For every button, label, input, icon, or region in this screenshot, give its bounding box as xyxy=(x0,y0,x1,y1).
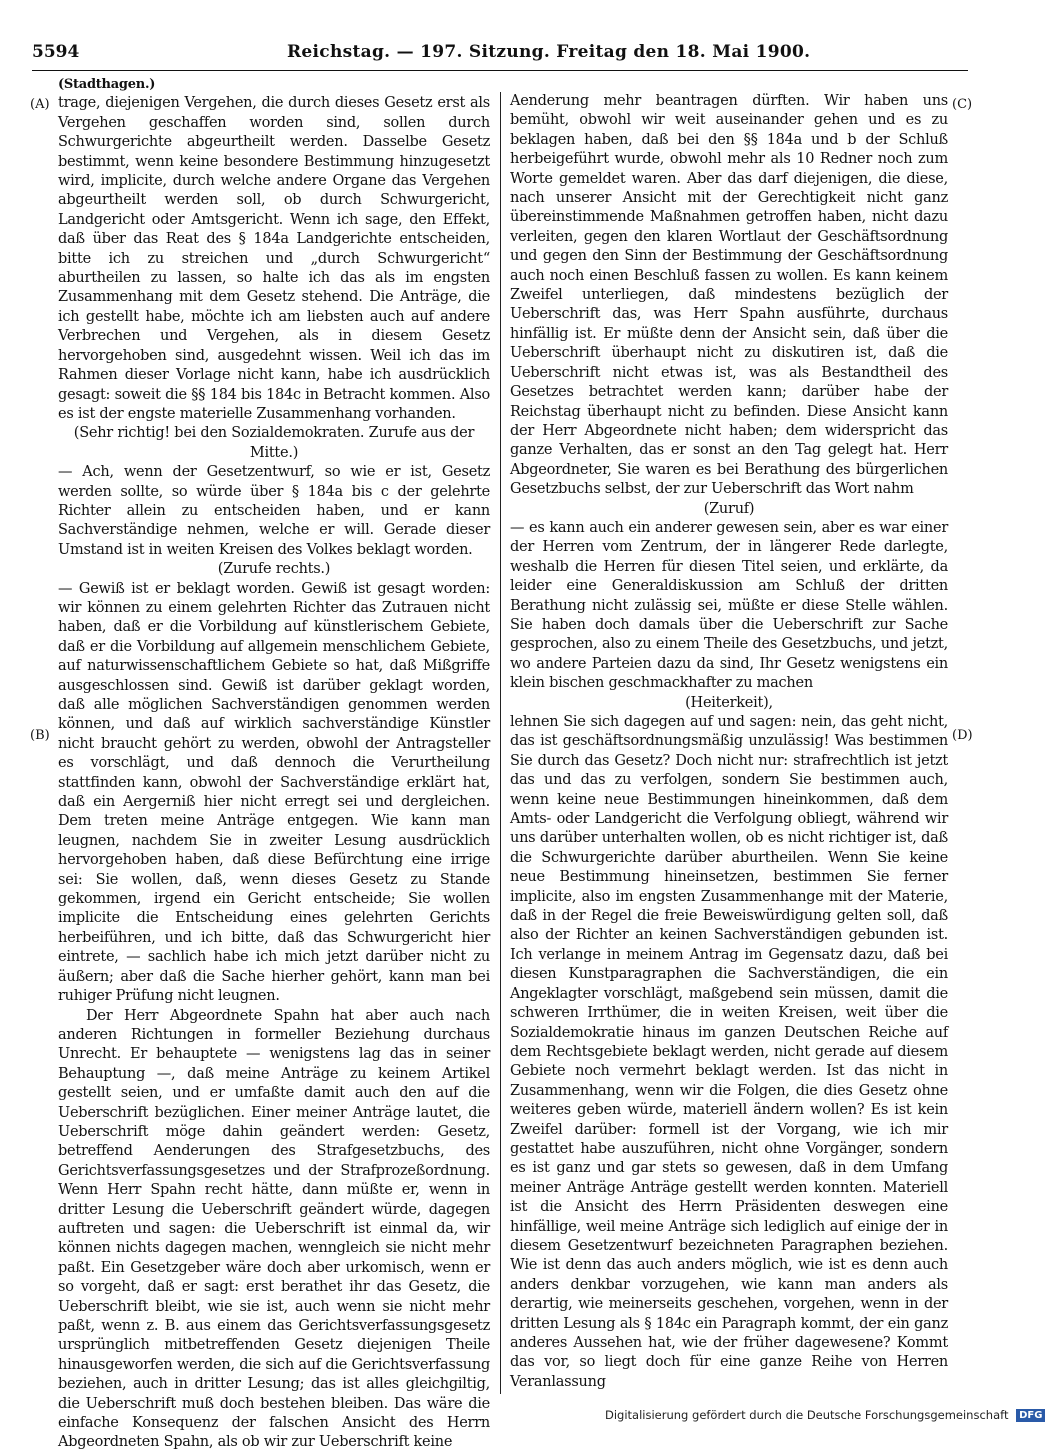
paragraph: lehnen Sie sich dagegen auf und sagen: nein, das geht nicht, das ist geschäftsordnungsmäßig unzulässig! Was bestimmen Sie durch das Gesetz? Doch nicht nur: strafrechtlich ist jetzt das und das zu verfolgen, sondern Sie bestimmen auch, wenn keine neue Bestimmungen hineinkommen, daß dem Amts- oder Landgericht die Verfolgung obliegt, während wir uns darüber unterhalten wollen, ob es nicht richtiger ist, daß die Schwurgerichte darüber aburtheilen. Wenn Sie keine neue Bestimmung hineinsetzen, bestimmen Sie ferner implicite, also im engsten Zusammenhange mit der Materie, daß in der Regel die freie Beweiswürdigung gelten soll, daß also der Richter an keinen Sachverständigen gebunden ist. Ich verlange in meinem Antrag im Gegensatz dazu, daß bei diesen Kunstparagraphen die Sachverständigen, die ein Angeklagter vorschlägt, maßgebend sein müssen, damit die schweren Irrthümer, die in weiten Kreisen, weit über die Sozialdemokratie hinaus im ganzen Deutschen Reiche auf dem Rechtsgebiete beklagt werden, nicht gerade auf diesem Gebiete noch vermehrt beklagt werden. Ist das nicht in Zusammenhang, wenn wir die Folgen, die dies Gesetz ohne weiteres geben würde, materiell ändern wollen? Es ist kein Zweifel darüber: formell ist der Vorgang, wie ich mir gestattet habe auszuführen, nicht ohne Vorgänger, sondern es ist ganz und gar stets so gewesen, daß in dem Umfang meiner Anträge Anträge gestellt werden konnten. Materiell ist die Ansicht des Herrn Präsidenten deswegen eine hinfällige, weil meine Anträge sich lediglich auf einige der in diesem Gesetzentwurf bezeichneten Paragraphen beziehen. Wie ist denn das auch anders möglich, wie ist es denn auch anders denkbar vorzugehen, wie kann man anders als derartig, wie meinerseits geschehen, vorgehen, wenn in der dritten Lesung als § 184c ein Paragraph kommt, der ein ganz anderes Aussehen hat, wie der früher dagewesene? Kommt das vor, so liegt doch für eine ganze Reihe von Herren Veranlassung xyxy=(510,714,948,1390)
paragraph: trage, diejenigen Vergehen, die durch dieses Gesetz erst als Vergehen geschaffen worden sind, sollen durch Schwurgerichte abgeurtheilt werden. Dasselbe Gesetz bestimmt, wenn keine besondere Bestimmung hinzugesetzt wird, implicite, durch welche andere Organe das Vergehen abgeurtheilt werden soll, ob durch Schwurgericht, Landgericht oder Amtsgericht. Wenn ich sage, den Effekt, daß über das Reat des § 184a Landgerichte entscheiden, bitte ich zu streichen und „durch Schwurgericht“ aburtheilen zu lassen, so halte ich das als im engsten Zusammenhang mit dem Gesetz stehend. Die Anträge, die ich gestellt habe, möchte ich am liebsten auch auf andere Verbrechen und Vergehen, als in diesem Gesetz hervorgehoben sind, ausgedehnt wissen. Weil ich das im Rahmen dieser Vorlage nicht kann, habe ich ausdrücklich gesagt: soweit die §§ 184 bis 184c in Betracht kommen. Also es ist der engste materielle Zusammenhang vorhanden. xyxy=(58,95,490,422)
margin-marker-d: (D) xyxy=(952,728,973,743)
credit-text: Digitalisierung gefördert durch die Deutsche Forschungsgemeinschaft xyxy=(605,1408,1009,1422)
paragraph: — es kann auch ein anderer gewesen sein, aber es war einer der Herren vom Zentrum, der in längerer Rede darlegte, weshalb die Herren für diesen Titel seien, und erklärte, da leider eine Generaldiskussion am Schluß der dritten Berathung nicht zulässig sei, müßte er diese Stelle wählen. Sie haben doch damals über die Ueberschrift zur Sache gesprochen, also zu einem Theile des Gesetzbuchs, und jetzt, wo andere Parteien dazu da sind, Ihr Gesetz wenigstens ein klein bischen geschmackhafter zu machen xyxy=(510,519,948,692)
interjection: (Zurufe rechts.) xyxy=(217,561,331,578)
page-header xyxy=(32,38,968,68)
running-title: Reichstag. — 197. Sitzung. Freitag den 18. Mai 1900. xyxy=(287,42,811,62)
interjection: (Sehr richtig! bei den Sozialdemokraten. Zurufe aus der Mitte.) xyxy=(73,425,475,461)
interjection: (Heiterkeit), xyxy=(685,694,773,711)
paragraph: — Gewiß ist er beklagt worden. Gewiß ist gesagt worden: wir können zu einem gelehrten Richter das Zutrauen nicht haben, daß er die Vorbildung auf künstlerischem Gebiete, daß er die Vorbildung auf allgemein menschlichem Gebiete, auf naturwissenschaftlichem Gebiete so hat, daß Mißgriffe ausgeschlossen sind. Gewiß ist darüber geklagt worden, daß alle möglichen Sachverständigen genommen werden können, und daß auf wirklich sachverständige Künstler nicht braucht gehört zu werden, obwohl der Antragsteller es vorschlägt, und daß dennoch die Verurtheilung stattfinden kann, obwohl der Sachverständige erklärt hat, daß ein Aergerniß hier nicht erregt sei und dergleichen. Dem treten meine Anträge entgegen. Wie kann man leugnen, nachdem Sie in zweiter Lesung ausdrücklich hervorgehoben haben, daß diese Befürchtung eine irrige sei: Sie wollen, daß, wenn dieses Gesetz zu Stande gekommen, irgend ein Gericht entscheide; Sie wollen implicite die Entscheidung eines gelehrten Gerichts herbeiführen, und ich bitte, daß das Schwurgericht hier eintrete, — sachlich habe ich mich jetzt darüber nicht zu äußern; aber daß die Sache hierher gehört, kann man bei ruhiger Prüfung nicht leugnen. xyxy=(58,580,490,1005)
paragraph: — Ach, wenn der Gesetzentwurf, so wie er ist, Gesetz werden sollte, so würde über § 184a bis c der gelehrte Richter allein zu entscheiden haben, und er kann Sachverständige nehmen, welche er will. Gerade dieser Umstand ist in weiten Kreisen des Volkes beklagt worden. xyxy=(58,464,490,558)
column-divider xyxy=(500,92,501,1394)
dfg-logo: DFG xyxy=(1016,1409,1045,1422)
interjection: (Zuruf) xyxy=(703,500,755,517)
left-column xyxy=(58,75,490,1451)
paragraph: Aenderung mehr beantragen dürften. Wir haben uns bemüht, obwohl wir weit auseinander gehen und es zu beklagen haben, daß bei den §§ 184a und b der Schluß herbeigeführt wurde, obwohl mehr als 10 Redner noch zum Worte gemeldet waren. Aber das darf diejenigen, die diese, nach unserer Ansicht mit der Gerechtigkeit nicht ganz übereinstimmende Maßnahmen getroffen haben, nicht dazu verleiten, gegen den klaren Wortlaut der Geschäftsordnung und gegen den Sinn der Bestimmung der Geschäftsordnung auch noch einen Beschluß fassen zu wollen. Es kann keinem Zweifel unterliegen, daß mindestens bezüglich der Ueberschrift das, was Herr Spahn ausführte, durchaus hinfällig ist. Er müßte denn der Ansicht sein, daß über die Ueberschrift überhaupt nicht zu diskutiren ist, daß die Ueberschrift nicht etwas ist, was als Bestandtheil des Gesetzes betrachtet werden kann; darüber habe der Reichstag überhaupt nicht zu befinden. Diese Ansicht kann der Herr Abgeordnete nicht haben; dem widerspricht das ganze Verhalten, das er sonst an den Tag gelegt hat. Herr Abgeordneter, Sie waren es bei Berathung des bürgerlichen Gesetzbuchs selbst, der zur Ueberschrift das Wort nahm xyxy=(510,93,948,498)
paragraph: Der Herr Abgeordnete Spahn hat aber auch nach anderen Richtungen in formeller Beziehung durchaus Unrecht. Er behauptete — wenigstens lag das in seiner Behauptung —, daß meine Anträge zu keinem Artikel gestellt seien, und er umfaßte damit auch den auf die Ueberschrift bezüglichen. Einer meiner Anträge lautet, die Ueberschrift möge dahin geändert werden: Gesetz, betreffend Aenderungen des Strafgesetzbuchs, des Gerichtsverfassungsgesetzes und der Strafprozeßordnung. Wenn Herr Spahn recht hätte, dann müßte er, wenn in dritter Lesung die Ueberschrift geändert würde, dagegen auftreten und sagen: die Ueberschrift ist einmal da, wir können nichts dagegen machen, wenngleich sie nicht mehr paßt. Ein Gesetzgeber wäre doch aber urkomisch, wenn er so vorgeht, daß er sagt: erst berathet ihr das Gesetz, die Ueberschrift bleibt, wie sie ist, auch wenn sie nicht mehr paßt, wenn z. B. aus einem das Gerichtsverfassungsgesetz ursprünglich mitbetreffenden Gesetz diejenigen Theile hinausgeworfen werden, die sich auf die Gerichtsverfassung beziehen, auch in dritter Lesung; das ist alles gleichgiltig, die Ueberschrift muß doch bestehen bleiben. Das wäre die einfache Konsequenz der falschen Ansicht des Herrn Abgeordneten Spahn, als ob wir zur Ueberschrift keine xyxy=(58,1007,490,1451)
margin-marker-a: (A) xyxy=(30,97,50,112)
header-rule xyxy=(32,70,968,71)
digitization-credit xyxy=(605,1408,1043,1428)
speaker-label: (Stadthagen.) xyxy=(58,77,156,92)
right-column xyxy=(510,92,948,1392)
margin-marker-c: (C) xyxy=(952,97,973,112)
margin-marker-b: (B) xyxy=(30,728,50,743)
page-number: 5594 xyxy=(32,42,80,62)
